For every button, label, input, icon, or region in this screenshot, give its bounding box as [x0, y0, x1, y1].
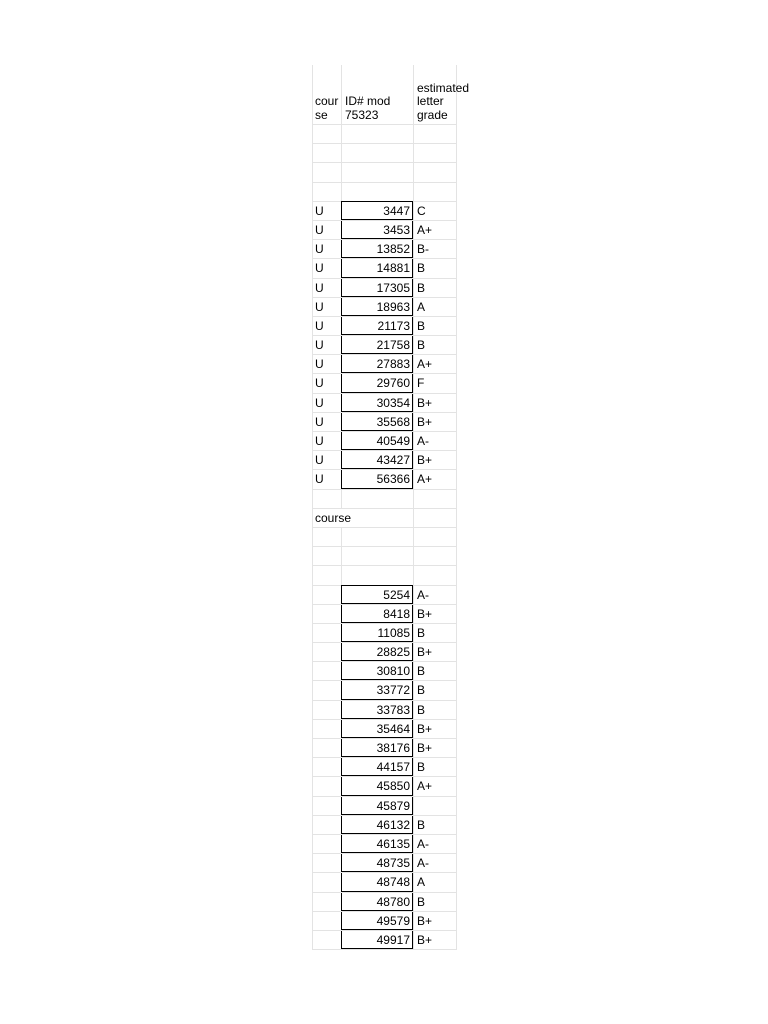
- header-grade[interactable]: [413, 65, 470, 124]
- header-grade-text: estimated letter grade: [417, 80, 470, 122]
- empty-cell[interactable]: [413, 490, 457, 508]
- course-cell[interactable]: [312, 912, 341, 930]
- table-row: [312, 854, 457, 873]
- table-row: [312, 374, 457, 393]
- id-cell[interactable]: 28825: [341, 643, 413, 661]
- id-cell[interactable]: 21758: [341, 336, 413, 354]
- grade-cell[interactable]: A: [413, 298, 457, 316]
- grade-cell[interactable]: B: [413, 681, 457, 699]
- id-cell[interactable]: 29760: [341, 374, 413, 392]
- table-row: [312, 624, 457, 643]
- id-cell[interactable]: 30810: [341, 662, 413, 680]
- table-row: [312, 931, 457, 950]
- empty-cell[interactable]: [312, 566, 341, 584]
- grade-cell[interactable]: B+: [413, 931, 457, 949]
- table-row: [312, 259, 457, 278]
- empty-cell[interactable]: [341, 509, 413, 527]
- course-cell[interactable]: [312, 586, 341, 604]
- id-cell[interactable]: 49579: [341, 912, 413, 930]
- table-row: [312, 701, 457, 720]
- id-cell[interactable]: 48748: [341, 873, 413, 891]
- table-row: [312, 720, 457, 739]
- empty-cell[interactable]: [413, 547, 457, 565]
- empty-cell[interactable]: [341, 125, 413, 143]
- grade-cell[interactable]: B: [413, 893, 457, 911]
- empty-cell[interactable]: [312, 528, 341, 546]
- id-cell[interactable]: 43427: [341, 451, 413, 469]
- id-cell[interactable]: 46135: [341, 835, 413, 853]
- id-cell[interactable]: 48735: [341, 854, 413, 872]
- grade-cell[interactable]: B: [413, 701, 457, 719]
- table-row: [312, 394, 457, 413]
- grade-cell[interactable]: B+: [413, 394, 457, 412]
- course-cell[interactable]: U: [312, 279, 341, 297]
- header-id[interactable]: [341, 65, 413, 124]
- table-row: [312, 643, 457, 662]
- course-cell[interactable]: [312, 624, 341, 642]
- course-cell[interactable]: [312, 854, 341, 872]
- grade-cell[interactable]: A+: [413, 777, 457, 795]
- grade-cell[interactable]: A-: [413, 835, 457, 853]
- id-cell[interactable]: 17305: [341, 279, 413, 297]
- id-cell[interactable]: 45879: [341, 797, 413, 815]
- id-cell[interactable]: 38176: [341, 739, 413, 757]
- empty-cell[interactable]: [312, 144, 341, 162]
- id-cell[interactable]: 13852: [341, 240, 413, 258]
- grade-cell[interactable]: A+: [413, 355, 457, 373]
- empty-cell[interactable]: [413, 566, 457, 584]
- table-row: [312, 317, 457, 336]
- table-row: [312, 662, 457, 681]
- grade-cell[interactable]: A-: [413, 432, 457, 450]
- grade-cell[interactable]: C: [413, 202, 457, 220]
- grade-cell[interactable]: B: [413, 317, 457, 335]
- header-id-text: ID# mod 75323: [345, 94, 391, 122]
- table-row: [312, 355, 457, 374]
- table-row: [312, 586, 457, 605]
- course-cell[interactable]: [312, 758, 341, 776]
- id-cell[interactable]: 45850: [341, 777, 413, 795]
- grade-cell[interactable]: F: [413, 374, 457, 392]
- empty-cell[interactable]: [413, 509, 457, 527]
- table-row: [312, 279, 457, 298]
- course-cell[interactable]: U: [312, 470, 341, 488]
- empty-cell[interactable]: [413, 528, 457, 546]
- grade-cell[interactable]: A+: [413, 470, 457, 488]
- id-cell[interactable]: 21173: [341, 317, 413, 335]
- table-row: [312, 240, 457, 259]
- table-row: [312, 912, 457, 931]
- empty-cell[interactable]: [312, 547, 341, 565]
- course-cell[interactable]: [312, 816, 341, 834]
- course-cell[interactable]: [312, 739, 341, 757]
- course-cell[interactable]: [312, 777, 341, 795]
- table-row: [312, 202, 457, 221]
- course-cell[interactable]: [312, 797, 341, 815]
- course-cell[interactable]: [312, 931, 341, 949]
- table-row: [312, 451, 457, 470]
- id-cell[interactable]: 3447: [341, 201, 413, 220]
- course-cell[interactable]: U: [312, 451, 341, 469]
- grade-cell[interactable]: B: [413, 662, 457, 680]
- id-cell[interactable]: 27883: [341, 355, 413, 373]
- grade-cell[interactable]: B: [413, 624, 457, 642]
- table-row: [312, 413, 457, 432]
- grade-cell[interactable]: B+: [413, 912, 457, 930]
- course-cell[interactable]: U: [312, 221, 341, 239]
- course-cell[interactable]: U: [312, 355, 341, 373]
- course-cell[interactable]: [312, 835, 341, 853]
- table-row: [312, 758, 457, 777]
- id-cell[interactable]: 46132: [341, 816, 413, 834]
- table-row: [312, 336, 457, 355]
- section-2-label-row: [312, 509, 457, 528]
- table-row: [312, 739, 457, 758]
- id-cell[interactable]: 40549: [341, 432, 413, 450]
- course-cell[interactable]: U: [312, 202, 341, 220]
- course-cell[interactable]: [312, 701, 341, 719]
- empty-cell[interactable]: [413, 125, 457, 143]
- course-cell[interactable]: [312, 720, 341, 738]
- id-cell[interactable]: 44157: [341, 758, 413, 776]
- empty-cell[interactable]: [341, 528, 413, 546]
- empty-cell[interactable]: [341, 144, 413, 162]
- course-cell[interactable]: U: [312, 374, 341, 392]
- empty-cell[interactable]: [312, 163, 341, 181]
- empty-cell[interactable]: [341, 490, 413, 508]
- course-cell[interactable]: [312, 873, 341, 891]
- empty-cell[interactable]: [312, 125, 341, 143]
- id-cell[interactable]: 33772: [341, 681, 413, 699]
- id-cell[interactable]: 11085: [341, 624, 413, 642]
- section-2-rows: [312, 586, 457, 951]
- course-cell[interactable]: U: [312, 317, 341, 335]
- id-cell[interactable]: 33783: [341, 701, 413, 719]
- table-row: [312, 797, 457, 816]
- course-cell[interactable]: U: [312, 336, 341, 354]
- id-cell[interactable]: 5254: [341, 585, 413, 604]
- course-cell[interactable]: U: [312, 413, 341, 431]
- course-cell[interactable]: U: [312, 298, 341, 316]
- course-cell[interactable]: U: [312, 432, 341, 450]
- empty-row: [312, 144, 457, 163]
- grade-cell[interactable]: A-: [413, 586, 457, 604]
- header-course-text: course: [315, 94, 339, 122]
- grade-cell[interactable]: B: [413, 336, 457, 354]
- course-cell[interactable]: U: [312, 240, 341, 258]
- grade-cell[interactable]: B+: [413, 451, 457, 469]
- grade-cell[interactable]: B: [413, 758, 457, 776]
- empty-row: [312, 547, 457, 566]
- grade-cell[interactable]: B+: [413, 739, 457, 757]
- id-cell[interactable]: 35464: [341, 720, 413, 738]
- grade-cell[interactable]: A-: [413, 854, 457, 872]
- header-row: [312, 65, 470, 125]
- empty-cell[interactable]: [413, 163, 457, 181]
- empty-row: [312, 183, 457, 202]
- empty-cell[interactable]: [341, 163, 413, 181]
- header-course[interactable]: [312, 65, 341, 124]
- course-cell[interactable]: [312, 662, 341, 680]
- grade-cell[interactable]: B-: [413, 240, 457, 258]
- id-cell[interactable]: 35568: [341, 413, 413, 431]
- section-2-label-text: course: [315, 510, 352, 525]
- table-row: [312, 777, 457, 796]
- grade-sheet: [312, 65, 470, 950]
- course-cell[interactable]: [312, 893, 341, 911]
- empty-cell[interactable]: [341, 566, 413, 584]
- grade-cell[interactable]: B+: [413, 413, 457, 431]
- id-cell[interactable]: 49917: [341, 931, 413, 949]
- empty-cell[interactable]: [312, 490, 341, 508]
- grade-cell[interactable]: [413, 797, 457, 815]
- id-cell[interactable]: 48780: [341, 893, 413, 911]
- id-cell[interactable]: 3453: [341, 221, 413, 239]
- empty-cell[interactable]: [413, 144, 457, 162]
- table-row: [312, 298, 457, 317]
- grade-cell[interactable]: B+: [413, 720, 457, 738]
- empty-cell[interactable]: [312, 183, 341, 201]
- empty-row: [312, 163, 457, 182]
- course-cell[interactable]: [312, 681, 341, 699]
- table-row: [312, 835, 457, 854]
- grade-cell[interactable]: B: [413, 279, 457, 297]
- empty-cell[interactable]: [341, 547, 413, 565]
- grade-cell[interactable]: B: [413, 816, 457, 834]
- grade-cell[interactable]: B+: [413, 643, 457, 661]
- empty-cell[interactable]: [341, 183, 413, 201]
- empty-row: [312, 490, 457, 509]
- course-cell[interactable]: U: [312, 394, 341, 412]
- table-row: [312, 432, 457, 451]
- grade-cell[interactable]: A+: [413, 221, 457, 239]
- table-row: [312, 873, 457, 892]
- course-cell[interactable]: [312, 643, 341, 661]
- course-cell[interactable]: [312, 605, 341, 623]
- id-cell[interactable]: 56366: [341, 470, 413, 488]
- id-cell[interactable]: 18963: [341, 298, 413, 316]
- id-cell[interactable]: 14881: [341, 259, 413, 277]
- empty-cell[interactable]: [413, 183, 457, 201]
- empty-row: [312, 125, 457, 144]
- section-1-rows: [312, 202, 457, 490]
- empty-row: [312, 528, 457, 547]
- grade-cell[interactable]: A: [413, 873, 457, 891]
- id-cell[interactable]: 8418: [341, 605, 413, 623]
- id-cell[interactable]: 30354: [341, 394, 413, 412]
- table-row: [312, 605, 457, 624]
- table-row: [312, 221, 457, 240]
- table-row: [312, 470, 457, 489]
- grade-cell[interactable]: B: [413, 259, 457, 277]
- course-cell[interactable]: U: [312, 259, 341, 277]
- table-row: [312, 893, 457, 912]
- table-row: [312, 681, 457, 700]
- grade-cell[interactable]: B+: [413, 605, 457, 623]
- empty-row: [312, 566, 457, 585]
- table-row: [312, 816, 457, 835]
